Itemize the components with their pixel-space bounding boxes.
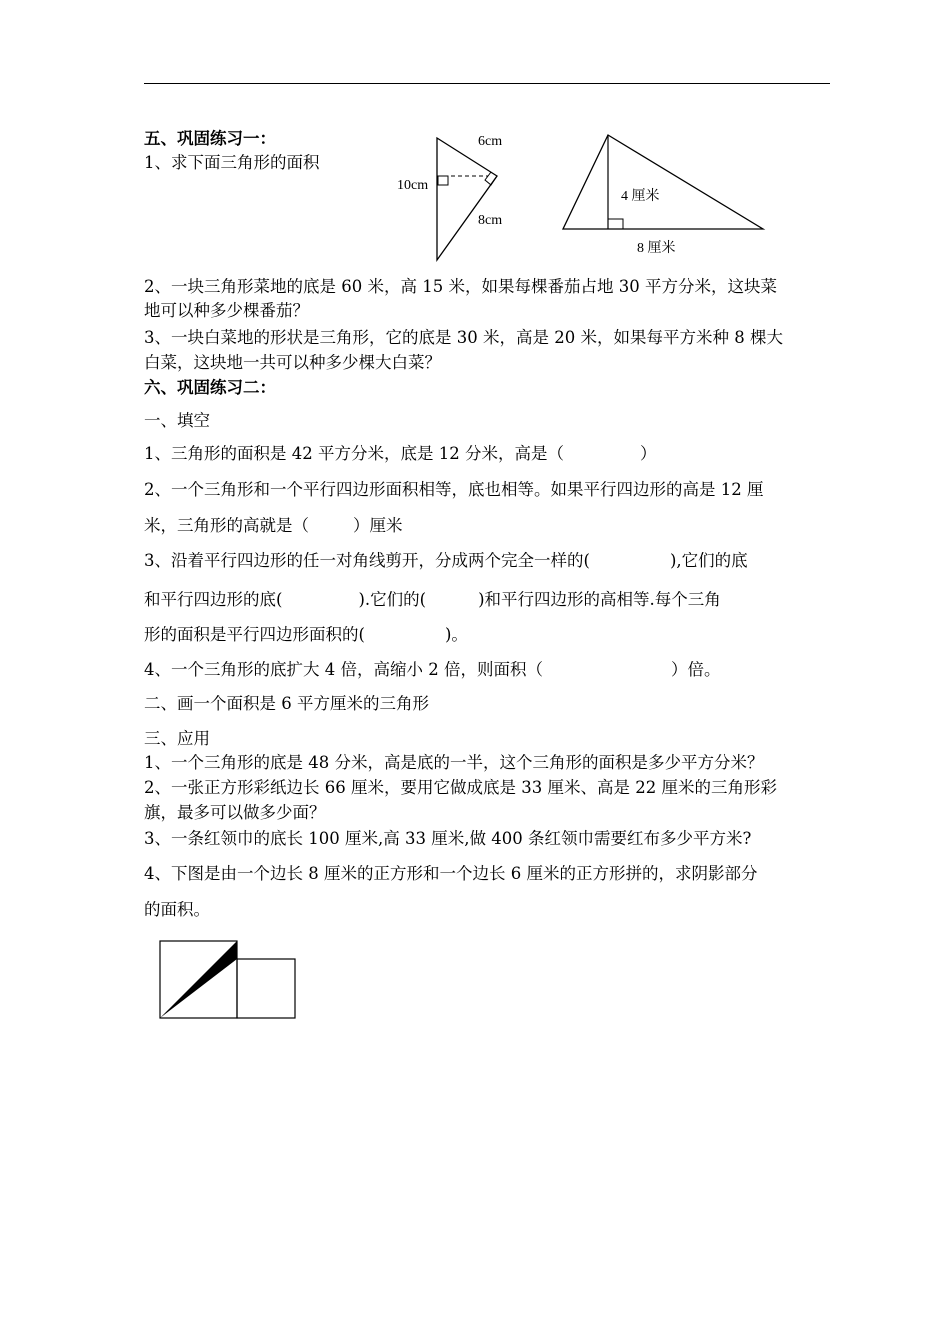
fill-question-3-line2: 和平行四边形的底( ).它们的( )和平行四边形的高相等.每个三角 [144,590,721,609]
s5-question-3-line1: 3、一块白菜地的形状是三角形，它的底是 30 米，高是 20 米，如果每平方米种 8 棵大 [144,328,783,347]
fig1-top-label: 6cm [478,134,503,149]
draw-heading: 二、画一个面积是 6 平方厘米的三角形 [144,694,429,713]
apply-question-4-line2: 的面积。 [144,900,210,919]
fill-question-2-line1: 2、一个三角形和一个平行四边形面积相等，底也相等。如果平行四边形的高是 12 厘 [144,480,764,499]
fig1-side-label: 8cm [478,213,503,228]
squares-figure [160,941,295,1018]
fill-question-1: 1、三角形的面积是 42 平方分米，底是 12 分米，高是（ ） [144,444,657,463]
fill-question-2-line2: 米，三角形的高就是（ ）厘米 [144,516,403,535]
fill-question-3-line3: 形的面积是平行四边形面积的( )。 [144,625,468,644]
s5-question-2-line1: 2、一块三角形菜地的底是 60 米，高 15 米，如果每棵番茄占地 30 平方分米，这块菜 [144,277,777,296]
shaded-triangle [160,941,237,1018]
fig1-left-label: 10cm [397,178,429,193]
s5-question-3-line2: 白菜，这块地一共可以种多少棵大白菜？ [144,353,441,372]
section5-heading: 五、巩固练习一： [144,129,276,148]
s5-question-1: 1、求下面三角形的面积 [144,153,320,172]
fig2-height-label: 4 厘米 [621,189,660,204]
fill-heading: 一、填空 [144,411,210,430]
section6-heading: 六、巩固练习二： [144,378,276,397]
fig2-base-label: 8 厘米 [637,241,676,256]
apply-question-3: 3、一条红领巾的底长 100 厘米,高 33 厘米,做 400 条红领巾需要红布多少平方米? [144,829,752,848]
triangle-figure-2 [563,135,763,256]
apply-heading: 三、应用 [144,729,210,748]
apply-question-2-line2: 旗，最多可以做多少面？ [144,803,326,822]
fill-question-3-line1: 3、沿着平行四边形的任一对角线剪开，分成两个完全一样的( ),它们的底 [144,551,748,570]
apply-question-2-line1: 2、一张正方形彩纸边长 66 厘米，要用它做成底是 33 厘米、高是 22 厘米的三角形彩 [144,778,777,797]
apply-question-1: 1、一个三角形的底是 48 分米，高是底的一半，这个三角形的面积是多少平方分米？ [144,753,764,772]
triangle-figure-1 [397,134,502,260]
s5-question-2-line2: 地可以种多少棵番茄？ [144,301,309,320]
apply-question-4-line1: 4、下图是由一个边长 8 厘米的正方形和一个边长 6 厘米的正方形拼的，求阴影部分 [144,864,758,883]
fill-question-4: 4、一个三角形的底扩大 4 倍，高缩小 2 倍，则面积（ ）倍。 [144,660,721,679]
